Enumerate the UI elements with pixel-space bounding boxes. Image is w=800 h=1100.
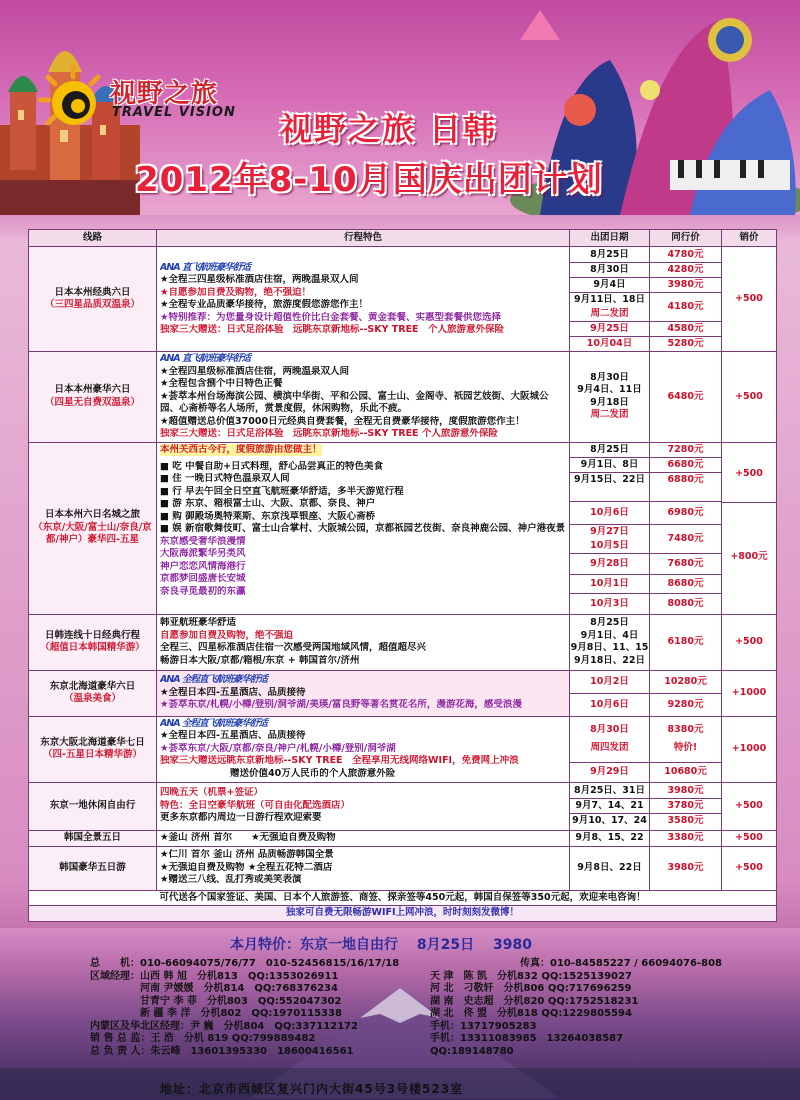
route-name: 日本本州经典六日 [54, 286, 131, 298]
dates-cell [570, 352, 650, 443]
date-item: 9月7、14、21 [570, 799, 649, 814]
contact-left: 总 负 责 人：朱云峰 13601395330 18600416561 [90, 1045, 354, 1057]
feature-line: ★全程日本四-五星酒店、品质接待 [160, 730, 306, 742]
price-item: 6680元 [650, 458, 721, 473]
feature-line: ■ 行 早去午回全日空直飞航班豪华舒适，多半天游览行程 [160, 485, 404, 497]
date-item: 9月4日、11日 [577, 384, 642, 396]
route-name: 日本本州六日名城之旅 [44, 509, 140, 521]
markup-item: +500 [722, 446, 776, 503]
route-name: 韩国全景五日 [63, 831, 121, 843]
feature-line: ANA 全程直飞航班豪华舒适 [160, 717, 267, 729]
route-name: 日韩连线十日经典行程 [44, 629, 140, 641]
date-item: 9月15日、22日 [570, 473, 649, 502]
contact-right: 湖 北 佟 盟 分机818 QQ:1229805594 [430, 1008, 632, 1019]
prices-cell: 3980元 [650, 846, 722, 890]
date-item: 8月25日 [570, 443, 649, 458]
date-item: 10月2日 [570, 671, 649, 694]
price-item: 8380元 [667, 723, 704, 735]
route-cell [29, 830, 157, 846]
table-row [29, 614, 777, 670]
markup-cell: +500 [722, 247, 777, 352]
date-item: 9月4日 [570, 278, 649, 293]
contact-info [90, 958, 790, 1058]
price-item: 3980元 [650, 784, 721, 799]
date-item: 周二发团 [590, 409, 629, 421]
date-item: 9月18日 [590, 396, 629, 408]
dates-cell [570, 670, 650, 716]
contact-line [90, 958, 790, 971]
feature-line: 特色：全日空豪华航班（可自由化配选酒店） [160, 799, 351, 811]
contact-right: 天 津 陈 凯 分机832 QQ:1525139027 [430, 970, 632, 982]
date-item: 8月25日 [570, 248, 649, 263]
contact-right: 河 北 刁敬轩 分机806 QQ:717696259 [430, 983, 632, 994]
price-item: 6880元 [650, 473, 721, 502]
route-name: 东京大阪北海道豪华七日 [40, 736, 145, 748]
date-item: 10月04日 [586, 337, 633, 349]
route-cell [29, 716, 157, 782]
header-features: 行程特色 [157, 230, 570, 247]
price-item: 7480元 [650, 525, 721, 554]
route-cell [29, 442, 157, 614]
date-item: 10月6日 [590, 698, 629, 710]
date-item: 8月30日 [570, 263, 649, 278]
date-item: 9月27日 [590, 525, 629, 537]
contact-right: QQ:189148780 [430, 1045, 514, 1057]
special-date: 8月25日 [416, 937, 475, 953]
price-item: 4180元 [650, 293, 721, 322]
markup-cell: +500 [722, 614, 777, 670]
dates-cell [570, 716, 650, 782]
prices-cell [650, 247, 722, 352]
features-cell [157, 442, 570, 614]
prices-cell: 6480元 [650, 352, 722, 443]
date-item: 9月25日 [570, 322, 649, 337]
price-item: 10680元 [664, 765, 707, 777]
date-item: 10月6日 [570, 502, 649, 525]
route-name: 韩国豪华五日游 [59, 861, 126, 873]
table-row [29, 846, 777, 890]
price-item: 10280元 [650, 671, 721, 694]
contact-line [90, 983, 790, 996]
contact-left: 总 机：010-66094075/76/77 010-52456815/16/17/18 [90, 958, 400, 969]
features-cell [157, 716, 570, 782]
feature-line: ★仁川 首尔 釜山 济州 品质畅游韩国全景 [160, 849, 334, 861]
features-cell [157, 830, 570, 846]
features-cell [157, 247, 570, 352]
markup-cell: +1000 [722, 670, 777, 716]
price-item: 6980元 [650, 502, 721, 525]
feature-line: ★全程三四星级标准酒店住宿，两晚温泉双人间 [160, 274, 359, 285]
price-item: 3580元 [667, 815, 704, 826]
feature-line: ■ 娱 新宿歌舞伎町、富士山合掌村、大阪城公园，京都祇园艺伎街、奈良神鹿公园、神户港夜景 [160, 523, 566, 534]
wifi-note: 独家可自费无限畅游WIFI上网冲浪，时时刻刻发微博！ [29, 906, 777, 922]
table-row [29, 247, 777, 352]
sun-eye-icon [38, 65, 108, 135]
dates-cell [570, 782, 650, 830]
feature-line: ■ 购 御殿场奥特莱斯、东京浅草银座、大阪心斋桥 [160, 510, 376, 522]
prices-cell: 6180元 [650, 614, 722, 670]
header-trade-price: 同行价 [650, 230, 722, 247]
route-subtitle: （超值日本韩国精华游） [40, 642, 145, 653]
prices-cell: 3380元 [650, 830, 722, 846]
dates-cell: 9月8日、22日 [570, 846, 650, 890]
table-row [29, 782, 777, 830]
feature-line: 韩亚航班豪华舒适 [160, 617, 237, 628]
route-name: 日本本州豪华六日 [54, 384, 131, 396]
date-item: 周四发团 [570, 742, 649, 763]
contact-footer [0, 928, 800, 1100]
markup-cell: +1000 [722, 716, 777, 782]
route-subtitle: （四-五星日本精华游） [43, 749, 142, 760]
feature-line: ★全程日本四-五星酒店、品质接待 [160, 686, 306, 698]
table-row [29, 830, 777, 846]
route-subtitle: （三四星品质双温泉） [44, 299, 140, 310]
feature-line: ■ 住 一晚日式特色温泉双人间 [160, 473, 290, 484]
price-item: 9280元 [667, 698, 704, 710]
price-item: 5280元 [667, 337, 704, 349]
date-item: 9月8日、11、15 [570, 642, 649, 653]
markup-cell: +500 [722, 846, 777, 890]
page-title: 视野之旅 日韩 [280, 110, 498, 148]
route-name: 东京北海道豪华六日 [49, 680, 136, 692]
route-subtitle: （东京/大阪/富士山/奈良/京都/神户）豪华四-五星 [33, 521, 152, 546]
feature-line: ★全程专业品质豪华接待，旅游度假您游您作主！ [160, 299, 369, 310]
date-item: 10月1日 [570, 575, 649, 594]
date-item: 10月3日 [590, 597, 629, 609]
feature-line: ★全程四星级标准酒店住宿，两晚温泉双人间 [160, 365, 350, 377]
date-item: 9月1日、4日 [580, 629, 639, 641]
feature-line: ■ 吃 中餐自助+日式料理，舒心品尝真正的特色美食 [160, 460, 384, 472]
contact-left: 区域经理：山西 韩 旭 分机813 QQ:1353026911 [90, 970, 339, 982]
date-item: 9月1日、8日 [570, 458, 649, 473]
markup-cell: +500 [722, 782, 777, 830]
contact-left: 河南 尹媛媛 分机814 QQ:768376234 [90, 983, 338, 994]
feature-line: ■ 游 东京、箱根富士山、大阪、京都、奈良、神户 [160, 498, 376, 509]
dates-cell [570, 247, 650, 352]
date-item: 9月10、17、24 [572, 815, 647, 826]
feature-line: 神户恋恋风情海港行 [160, 560, 246, 572]
header-retail-markup: 销价 [722, 230, 777, 247]
feature-line: ANA 直飞航班豪华舒适 [160, 353, 250, 364]
price-item: 8080元 [667, 597, 704, 609]
logo-chinese-text: 视野之旅 [110, 79, 219, 109]
feature-line: 全程三、四星标准酒店住宿一次感受两国地域风情，超值超尽兴 [160, 642, 427, 653]
feature-line: 奈良寻觅最初的东瀛 [160, 585, 246, 597]
feature-line: 赠送价值40万人民币的个人旅游意外险 [230, 767, 396, 779]
date-item: 8月25日 [590, 617, 629, 628]
contact-right: 手机：13717905283 [430, 1020, 537, 1032]
feature-line: 京都梦回盛唐长安城 [160, 573, 246, 584]
header-banner [0, 0, 800, 215]
features-cell [157, 782, 570, 830]
dates-cell [570, 442, 650, 614]
feature-line: ★特别推荐：为您量身设计超值性价比白金套餐、黄金套餐、实惠型套餐供您选择 [160, 311, 502, 323]
dates-cell [570, 614, 650, 670]
prices-cell [650, 782, 722, 830]
feature-line: ★超值赠送总价值37000日元经典自费套餐，全程无自费豪华接待，度假旅游您作主！ [160, 415, 525, 427]
contact-line [90, 1008, 790, 1021]
date-item: 9月11日、18日 [573, 293, 646, 305]
date-item: 8月25日、31日 [570, 784, 649, 799]
brand-logo [38, 65, 238, 135]
feature-line: ANA 直飞航班豪华舒适 [160, 261, 250, 273]
feature-line: 四晚五天（机票+签证） [160, 787, 263, 799]
date-item: 9月28日 [570, 554, 649, 575]
date-item: 9月29日 [590, 765, 629, 777]
price-item: 3780元 [650, 799, 721, 814]
header-dates: 出团日期 [570, 230, 650, 247]
visa-note-row [29, 890, 777, 906]
contact-right: 传真：010-84585227 / 66094076-808 [520, 958, 722, 969]
feature-line: 独家三大赠送：日式足浴体验 远眺东京新地标--SKY TREE 个人旅游意外保险 [160, 428, 498, 439]
special-label: 本月特价：东京一地自由行 [230, 937, 398, 953]
price-item: 4580元 [650, 322, 721, 337]
feature-line: ★赠送三八线、乱打秀或美笑表演 [160, 874, 302, 886]
route-cell [29, 846, 157, 890]
feature-line: 东京感受奢华浪漫情 [160, 535, 246, 547]
prices-cell [650, 716, 722, 782]
contact-right: 手机：13311083985 13264038587 [430, 1033, 624, 1044]
features-cell [157, 614, 570, 670]
route-cell [29, 782, 157, 830]
feature-line: 独家三大赠送远眺东京新地标--SKY TREE 全程享用无线网络WIFI，免费网上冲浪 [160, 755, 519, 767]
date-item: 周二发团 [570, 307, 649, 322]
table-row [29, 670, 777, 716]
price-item: 4280元 [650, 263, 721, 278]
date-item: 8月30日 [590, 723, 629, 735]
feature-line: ★无强迫自费及购物 ★全程五花特二酒店 [160, 861, 333, 873]
feature-line: ANA 全程直飞航班豪华舒适 [160, 674, 267, 686]
price-item: 7680元 [650, 554, 721, 575]
special-price: 3980 [492, 937, 532, 953]
feature-line: ★荟萃东京/札幌/小樽/登别/洞爷湖/美瑛/富良野等著名赏花名所，漫游花海，感受浪漫 [160, 699, 522, 711]
table-row [29, 442, 777, 614]
route-cell [29, 352, 157, 443]
feature-line: 自愿参加自费及购物，绝不强迫 [160, 629, 294, 641]
contact-left: 新 疆 李 洋 分机802 QQ:1970115338 [90, 1008, 342, 1019]
price-item: 8680元 [650, 575, 721, 594]
contact-line [90, 971, 790, 984]
route-cell [29, 670, 157, 716]
office-address: 地址：北京市西城区复兴门内大街45号3号楼523室 [160, 1082, 464, 1096]
contact-left: 甘青宁 李 菲 分机803 QQ:552047302 [90, 995, 342, 1007]
dates-cell: 9月8、15、22 [570, 830, 650, 846]
markup-cell: +500 [722, 830, 777, 846]
features-cell [157, 670, 570, 716]
wifi-note-row [29, 906, 777, 922]
markup-item: +800元 [730, 550, 768, 562]
contact-right: 湖 南 史志超 分机820 QQ:1752518231 [430, 995, 639, 1007]
contact-line [90, 1046, 790, 1059]
price-item: 3980元 [650, 278, 721, 293]
feature-line: 畅游日本大阪/京都/箱根/东京 + 韩国首尔/济州 [160, 654, 360, 666]
contact-line [90, 1021, 790, 1034]
prices-cell [650, 670, 722, 716]
feature-line: 更多东京都内周边一日游行程欢迎索要 [160, 812, 322, 824]
logo-english-text: TRAVEL VISION [112, 105, 236, 120]
feature-line: ★荟萃本州台场海滨公园、横滨中华街、平和公园、富士山、金阁寺、祇园艺妓街、大阪城公园、心斋桥等名人场所，赏景度假，休闲购物，乐此不疲。 [160, 390, 549, 414]
tour-schedule-table [28, 229, 776, 922]
route-name: 东京一地休闲自由行 [49, 799, 136, 811]
visa-note: 可代送各个国家签证、美国、日本个人旅游签、商签、探亲签等450元起，韩国自保签等350元起，欢迎来电咨询！ [29, 890, 777, 906]
feature-line: ★荟萃东京/大阪/京都/奈良/神户/札幌/小樽/登别/洞爷湖 [160, 742, 396, 754]
table-row [29, 716, 777, 782]
markup-cell: +500 [722, 352, 777, 443]
contact-line [90, 1033, 790, 1046]
contact-left: 内蒙区及华北区经理：尹 巍 分机804 QQ:337112172 [90, 1020, 358, 1032]
date-item: 10月5日 [570, 539, 649, 554]
feature-line: 大阪海派繁华另类风 [160, 548, 246, 559]
markup-cell [722, 442, 777, 614]
feature-line: ★釜山 济州 首尔 ★无强迫自费及购物 [160, 831, 336, 843]
feature-line: 独家三大赠送：日式足浴体验 远眺东京新地标--SKY TREE 个人旅游意外保险 [160, 324, 505, 335]
price-item: 7280元 [650, 443, 721, 458]
contact-line [90, 996, 790, 1009]
route-cell [29, 614, 157, 670]
table-header-row [29, 230, 777, 247]
feature-line: 本州关西古今行，度假旅游由您做主！ [160, 443, 322, 455]
contact-left: 销 售 总 监：王 浩 分机 819 QQ:799889482 [90, 1033, 316, 1044]
route-subtitle: （四星无自费双温泉） [44, 396, 140, 408]
price-item: 特价! [650, 742, 721, 763]
route-subtitle: （温泉美食） [63, 693, 121, 704]
date-item: 8月30日 [590, 371, 629, 383]
features-cell [157, 846, 570, 890]
header-route: 线路 [29, 230, 157, 247]
feature-line: ★全程包含捌个中日特色正餐 [160, 378, 283, 389]
price-item: 4780元 [650, 248, 721, 263]
features-cell [157, 352, 570, 443]
monthly-special [230, 934, 546, 954]
date-item: 9月18日、22日 [573, 654, 646, 666]
route-cell [29, 247, 157, 352]
prices-cell [650, 442, 722, 614]
table-row [29, 352, 777, 443]
feature-line: ★自愿参加自费及购物，绝不强迫！ [160, 286, 312, 298]
page-subtitle: 2012年8-10月国庆出团计划 [135, 160, 603, 200]
